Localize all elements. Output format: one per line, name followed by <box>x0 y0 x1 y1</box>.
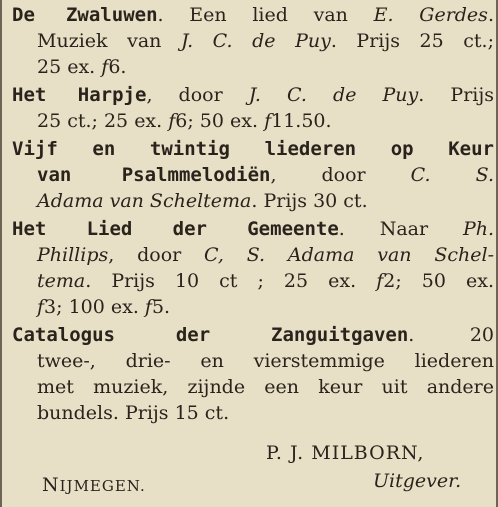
entry-title: Vijf en twintig liederen op Keur <box>12 138 494 160</box>
entry-line: twee-, drie- en vierstemmige liederen <box>37 350 494 372</box>
entry-title: Het Harpje <box>12 84 147 106</box>
entry-line: Phillips, door C, S. Adama van Schel- <box>37 244 494 266</box>
entry-title: Catalogus der Zanguitgaven <box>12 324 409 346</box>
entry-line: 25 ex. f6. <box>37 56 127 78</box>
entry-line: tema. Prijs 10 ct ; 25 ex. f2; 50 ex. <box>37 270 495 292</box>
entry-title: Het Lied der Gemeente <box>12 218 339 240</box>
entry-line: Muziek van J. C. de Puy. Prijs 25 ct.; <box>37 30 494 52</box>
entry-line: Het Lied der Gemeente. Naar Ph. <box>12 218 495 240</box>
publication-list <box>12 2 494 428</box>
entry-title-continued: van Psalmmelodiën <box>37 164 271 186</box>
entry-line <box>12 136 494 162</box>
entry-line: Het Harpje, door J. C. de Puy. Prijs <box>12 84 494 106</box>
list-item <box>12 136 494 214</box>
city-name: NIJMEGEN. <box>42 474 146 496</box>
publisher-role: Uitgever. <box>373 470 462 492</box>
entry-line: f3; 100 ex. f5. <box>37 296 171 318</box>
entry-line: bundels. Prijs 15 ct. <box>37 402 230 424</box>
list-item <box>12 2 494 80</box>
entry-line: Adama van Scheltema. Prijs 30 ct. <box>37 190 368 212</box>
entry-line: van Psalmmelodiën, door C. S. <box>37 164 494 186</box>
publisher-name: P. J. MILBORN, <box>266 442 425 464</box>
list-item <box>12 216 494 320</box>
entry-line: De Zwaluwen. Een lied van E. Gerdes. <box>12 4 494 26</box>
entry-line: 25 ct.; 25 ex. f6; 50 ex. f11.50. <box>37 110 332 132</box>
list-item <box>12 82 494 134</box>
entry-line: met muziek, zijnde een keur uit andere <box>37 376 494 398</box>
entry-line: Catalogus der Zanguitgaven. 20 <box>12 324 494 346</box>
list-item <box>12 322 494 426</box>
entry-title: De Zwaluwen <box>12 4 158 26</box>
